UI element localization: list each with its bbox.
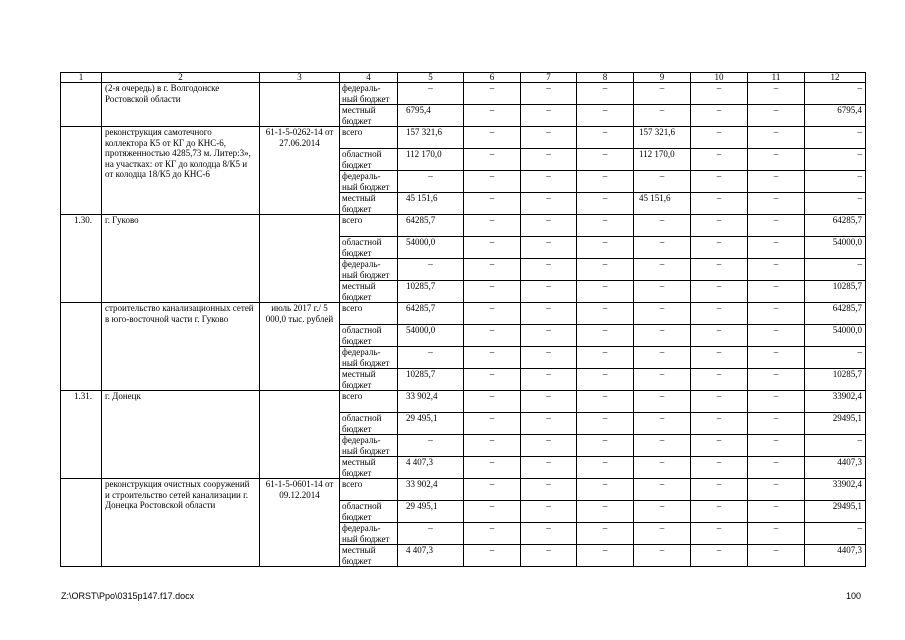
- item-number: [61, 127, 102, 215]
- table-row: [61, 215, 866, 237]
- value-col-6: –: [464, 369, 521, 391]
- value-col-5: 4 407,3: [398, 457, 464, 479]
- value-col-10: –: [691, 523, 748, 545]
- value-col-10: –: [691, 325, 748, 347]
- value-col-10: –: [691, 391, 748, 413]
- value-col-7: –: [521, 127, 577, 149]
- value-col-8: –: [577, 215, 634, 237]
- value-col-7: –: [521, 369, 577, 391]
- value-col-5: –: [398, 523, 464, 545]
- value-col-12: –: [805, 347, 866, 369]
- column-number-1: 1: [61, 73, 102, 83]
- value-col-11: –: [748, 523, 805, 545]
- item-name: реконструкция очистных сооружений и строительство сетей канализации г. Донецка Ростовской области: [102, 479, 260, 567]
- value-col-12: –: [805, 259, 866, 281]
- value-col-5: 10285,7: [398, 369, 464, 391]
- value-col-7: –: [521, 281, 577, 303]
- value-col-7: –: [521, 479, 577, 501]
- value-col-9: –: [634, 435, 691, 457]
- item-number: [61, 83, 102, 127]
- value-col-8: –: [577, 545, 634, 567]
- value-col-10: –: [691, 435, 748, 457]
- value-col-9: –: [634, 83, 691, 105]
- value-col-7: –: [521, 303, 577, 325]
- value-col-6: –: [464, 523, 521, 545]
- value-col-12: 29495,1: [805, 501, 866, 523]
- value-col-10: –: [691, 83, 748, 105]
- item-name: г. Гуково: [102, 215, 260, 303]
- value-col-11: –: [748, 435, 805, 457]
- funding-source: всего: [340, 127, 398, 149]
- value-col-9: –: [634, 281, 691, 303]
- funding-source: федераль-ный бюджет: [340, 83, 398, 105]
- value-col-11: –: [748, 501, 805, 523]
- value-col-11: –: [748, 237, 805, 259]
- funding-source: всего: [340, 391, 398, 413]
- value-col-9: 112 170,0: [634, 149, 691, 171]
- value-col-10: –: [691, 237, 748, 259]
- item-number: 1.31.: [61, 391, 102, 479]
- value-col-7: –: [521, 259, 577, 281]
- value-col-11: –: [748, 193, 805, 215]
- value-col-6: –: [464, 435, 521, 457]
- funding-source: местный бюджет: [340, 457, 398, 479]
- value-col-5: 157 321,6: [398, 127, 464, 149]
- value-col-8: –: [577, 171, 634, 193]
- value-col-11: –: [748, 325, 805, 347]
- value-col-11: –: [748, 281, 805, 303]
- column-number-6: 6: [464, 73, 521, 83]
- value-col-10: –: [691, 457, 748, 479]
- value-col-10: –: [691, 215, 748, 237]
- value-col-12: 64285,7: [805, 303, 866, 325]
- value-col-8: –: [577, 325, 634, 347]
- value-col-6: –: [464, 237, 521, 259]
- value-col-8: –: [577, 259, 634, 281]
- value-col-6: –: [464, 391, 521, 413]
- column-number-3: 3: [260, 73, 340, 83]
- value-col-7: –: [521, 347, 577, 369]
- value-col-12: –: [805, 149, 866, 171]
- page-number: 100: [845, 591, 861, 601]
- funding-source: всего: [340, 215, 398, 237]
- value-col-10: –: [691, 347, 748, 369]
- value-col-11: –: [748, 369, 805, 391]
- value-col-8: –: [577, 105, 634, 127]
- value-col-9: –: [634, 391, 691, 413]
- value-col-12: 33902,4: [805, 479, 866, 501]
- column-number-5: 5: [398, 73, 464, 83]
- value-col-5: 112 170,0: [398, 149, 464, 171]
- value-col-12: –: [805, 435, 866, 457]
- funding-source: местный бюджет: [340, 193, 398, 215]
- value-col-8: –: [577, 501, 634, 523]
- value-col-10: –: [691, 281, 748, 303]
- value-col-5: 29 495,1: [398, 501, 464, 523]
- column-number-row: [61, 73, 866, 83]
- value-col-8: –: [577, 303, 634, 325]
- funding-source: областной бюджет: [340, 501, 398, 523]
- item-document: 61-1-5-0262-14 от 27.06.2014: [260, 127, 340, 215]
- value-col-7: –: [521, 215, 577, 237]
- funding-source: местный бюджет: [340, 545, 398, 567]
- budget-table: [60, 72, 866, 567]
- item-name: строительство канализационных сетей в юго-восточной части г. Гуково: [102, 303, 260, 391]
- value-col-8: –: [577, 237, 634, 259]
- value-col-12: –: [805, 193, 866, 215]
- value-col-9: –: [634, 523, 691, 545]
- value-col-8: –: [577, 281, 634, 303]
- file-path: Z:\ORST\Ppo\0315p147.f17.docx: [61, 591, 195, 601]
- column-number-4: 4: [340, 73, 398, 83]
- column-number-11: 11: [748, 73, 805, 83]
- value-col-9: –: [634, 479, 691, 501]
- value-col-12: 10285,7: [805, 281, 866, 303]
- funding-source: федераль-ный бюджет: [340, 259, 398, 281]
- value-col-9: –: [634, 171, 691, 193]
- value-col-5: 45 151,6: [398, 193, 464, 215]
- value-col-6: –: [464, 325, 521, 347]
- value-col-7: –: [521, 545, 577, 567]
- value-col-11: –: [748, 149, 805, 171]
- value-col-9: –: [634, 369, 691, 391]
- table-body: [61, 73, 866, 567]
- value-col-5: 4 407,3: [398, 545, 464, 567]
- item-document: 61-1-5-0601-14 от 09.12.2014: [260, 479, 340, 567]
- value-col-7: –: [521, 105, 577, 127]
- value-col-7: –: [521, 501, 577, 523]
- value-col-8: –: [577, 479, 634, 501]
- value-col-8: –: [577, 149, 634, 171]
- column-number-8: 8: [577, 73, 634, 83]
- table-row: [61, 391, 866, 413]
- value-col-9: –: [634, 215, 691, 237]
- value-col-11: –: [748, 391, 805, 413]
- value-col-8: –: [577, 523, 634, 545]
- value-col-7: –: [521, 457, 577, 479]
- value-col-5: –: [398, 347, 464, 369]
- value-col-11: –: [748, 303, 805, 325]
- value-col-8: –: [577, 435, 634, 457]
- table-row: [61, 127, 866, 149]
- value-col-10: –: [691, 127, 748, 149]
- value-col-9: –: [634, 347, 691, 369]
- value-col-10: –: [691, 149, 748, 171]
- value-col-6: –: [464, 127, 521, 149]
- value-col-5: 54000,0: [398, 237, 464, 259]
- value-col-5: –: [398, 259, 464, 281]
- value-col-11: –: [748, 479, 805, 501]
- value-col-7: –: [521, 83, 577, 105]
- value-col-9: –: [634, 325, 691, 347]
- funding-source: местный бюджет: [340, 369, 398, 391]
- value-col-7: –: [521, 391, 577, 413]
- value-col-5: –: [398, 171, 464, 193]
- value-col-12: –: [805, 127, 866, 149]
- value-col-6: –: [464, 259, 521, 281]
- column-number-10: 10: [691, 73, 748, 83]
- value-col-9: –: [634, 501, 691, 523]
- value-col-11: –: [748, 413, 805, 435]
- funding-source: федераль-ный бюджет: [340, 435, 398, 457]
- value-col-12: 64285,7: [805, 215, 866, 237]
- value-col-9: –: [634, 237, 691, 259]
- value-col-10: –: [691, 545, 748, 567]
- value-col-8: –: [577, 83, 634, 105]
- value-col-8: –: [577, 413, 634, 435]
- value-col-11: –: [748, 545, 805, 567]
- item-number: [61, 303, 102, 391]
- funding-source: областной бюджет: [340, 149, 398, 171]
- value-col-5: 64285,7: [398, 303, 464, 325]
- value-col-5: –: [398, 435, 464, 457]
- value-col-5: –: [398, 83, 464, 105]
- value-col-12: 54000,0: [805, 325, 866, 347]
- value-col-10: –: [691, 171, 748, 193]
- column-number-9: 9: [634, 73, 691, 83]
- value-col-8: –: [577, 369, 634, 391]
- item-number: 1.30.: [61, 215, 102, 303]
- value-col-11: –: [748, 347, 805, 369]
- value-col-11: –: [748, 105, 805, 127]
- funding-source: всего: [340, 303, 398, 325]
- column-number-12: 12: [805, 73, 866, 83]
- value-col-10: –: [691, 501, 748, 523]
- item-name: (2-я очередь) в г. Волгодонске Ростовской области: [102, 83, 260, 127]
- value-col-12: 4407,3: [805, 457, 866, 479]
- value-col-5: 33 902,4: [398, 479, 464, 501]
- value-col-9: –: [634, 457, 691, 479]
- value-col-5: 6795,4: [398, 105, 464, 127]
- value-col-7: –: [521, 193, 577, 215]
- value-col-12: –: [805, 83, 866, 105]
- value-col-12: 54000,0: [805, 237, 866, 259]
- value-col-9: –: [634, 259, 691, 281]
- funding-source: всего: [340, 479, 398, 501]
- value-col-9: 45 151,6: [634, 193, 691, 215]
- value-col-6: –: [464, 545, 521, 567]
- value-col-10: –: [691, 413, 748, 435]
- value-col-5: 64285,7: [398, 215, 464, 237]
- value-col-12: 10285,7: [805, 369, 866, 391]
- value-col-8: –: [577, 457, 634, 479]
- funding-source: местный бюджет: [340, 105, 398, 127]
- value-col-12: 4407,3: [805, 545, 866, 567]
- table-row: [61, 303, 866, 325]
- value-col-12: –: [805, 523, 866, 545]
- value-col-9: –: [634, 545, 691, 567]
- value-col-6: –: [464, 215, 521, 237]
- value-col-5: 29 495,1: [398, 413, 464, 435]
- value-col-10: –: [691, 193, 748, 215]
- item-document: [260, 391, 340, 479]
- value-col-12: 33902,4: [805, 391, 866, 413]
- value-col-11: –: [748, 457, 805, 479]
- value-col-9: –: [634, 105, 691, 127]
- value-col-6: –: [464, 413, 521, 435]
- value-col-8: –: [577, 127, 634, 149]
- value-col-10: –: [691, 303, 748, 325]
- value-col-6: –: [464, 479, 521, 501]
- value-col-10: –: [691, 259, 748, 281]
- value-col-9: –: [634, 413, 691, 435]
- value-col-9: –: [634, 303, 691, 325]
- value-col-11: –: [748, 127, 805, 149]
- table-row: [61, 83, 866, 105]
- value-col-7: –: [521, 171, 577, 193]
- value-col-6: –: [464, 501, 521, 523]
- funding-source: областной бюджет: [340, 413, 398, 435]
- value-col-8: –: [577, 391, 634, 413]
- column-number-2: 2: [102, 73, 260, 83]
- value-col-8: –: [577, 347, 634, 369]
- value-col-7: –: [521, 523, 577, 545]
- item-document: июль 2017 г./ 5 000,0 тыс. рублей: [260, 303, 340, 391]
- value-col-7: –: [521, 237, 577, 259]
- funding-source: областной бюджет: [340, 237, 398, 259]
- value-col-11: –: [748, 83, 805, 105]
- value-col-5: 10285,7: [398, 281, 464, 303]
- item-name: реконструкция самотечного коллектора К5 от КГ до КНС-6, протяженностью 4285,73 м. Литер:3», на участках: от КГ до колодца 8/К5 и от колодца 18/К5 до КНС-6: [102, 127, 260, 215]
- value-col-12: 29495,1: [805, 413, 866, 435]
- value-col-5: 33 902,4: [398, 391, 464, 413]
- value-col-7: –: [521, 435, 577, 457]
- funding-source: федераль-ный бюджет: [340, 523, 398, 545]
- table-row: [61, 479, 866, 501]
- value-col-12: 6795,4: [805, 105, 866, 127]
- item-number: [61, 479, 102, 567]
- value-col-12: –: [805, 171, 866, 193]
- funding-source: областной бюджет: [340, 325, 398, 347]
- value-col-10: –: [691, 369, 748, 391]
- value-col-7: –: [521, 413, 577, 435]
- value-col-6: –: [464, 281, 521, 303]
- value-col-6: –: [464, 347, 521, 369]
- value-col-11: –: [748, 215, 805, 237]
- funding-source: федераль-ный бюджет: [340, 347, 398, 369]
- value-col-6: –: [464, 193, 521, 215]
- value-col-11: –: [748, 259, 805, 281]
- value-col-8: –: [577, 193, 634, 215]
- value-col-11: –: [748, 171, 805, 193]
- item-name: г. Донецк: [102, 391, 260, 479]
- value-col-5: 54000,0: [398, 325, 464, 347]
- value-col-9: 157 321,6: [634, 127, 691, 149]
- value-col-10: –: [691, 105, 748, 127]
- value-col-7: –: [521, 325, 577, 347]
- value-col-6: –: [464, 303, 521, 325]
- value-col-6: –: [464, 83, 521, 105]
- value-col-7: –: [521, 149, 577, 171]
- item-document: [260, 215, 340, 303]
- value-col-6: –: [464, 149, 521, 171]
- value-col-6: –: [464, 457, 521, 479]
- item-document: [260, 83, 340, 127]
- column-number-7: 7: [521, 73, 577, 83]
- funding-source: местный бюджет: [340, 281, 398, 303]
- value-col-6: –: [464, 171, 521, 193]
- value-col-6: –: [464, 105, 521, 127]
- funding-source: федераль-ный бюджет: [340, 171, 398, 193]
- value-col-10: –: [691, 479, 748, 501]
